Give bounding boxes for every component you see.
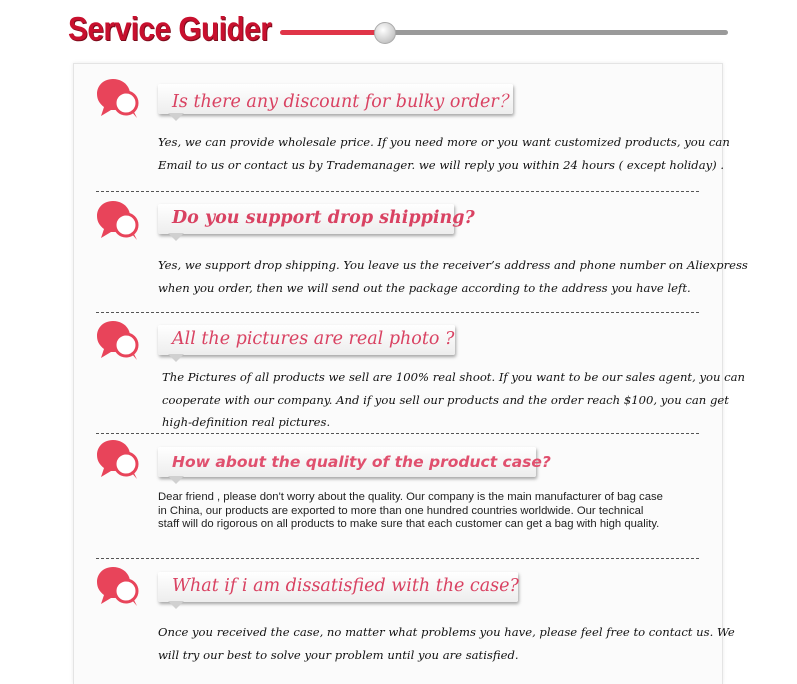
question-box xyxy=(158,325,455,355)
question-text: All the pictures are real photo ? xyxy=(172,329,455,349)
page-title: Service Guider xyxy=(68,10,272,47)
question-box xyxy=(158,84,517,114)
answer-line: Once you received the case, no matter what problems you have, please feel free to contact us. We xyxy=(158,625,735,639)
answer-line: The Pictures of all products we sell are 100% real shoot. If you want to be our sales agent, you can xyxy=(162,370,745,384)
question-box xyxy=(158,447,551,477)
question-box xyxy=(158,204,475,234)
answer-text xyxy=(162,366,745,434)
question-box-tail xyxy=(168,601,184,609)
answer-line: Yes, we can provide wholesale price. If you need more or you want customized products, you can xyxy=(158,135,730,149)
chat-bubble-icon xyxy=(96,438,142,482)
answer-text xyxy=(158,254,748,299)
header-line-red xyxy=(280,30,380,35)
answer-text xyxy=(158,621,735,666)
question-box-tail xyxy=(168,113,184,121)
chat-bubble-icon xyxy=(96,319,142,363)
answer-line: when you order, then we will send out the package according to the address you have left. xyxy=(158,280,691,295)
question-box-tail xyxy=(168,354,184,362)
answer-line: staff will do rigorous on all products to make sure that each customer can get a bag with high quality. xyxy=(158,518,660,530)
header-line-grey xyxy=(385,30,728,35)
question-box-tail xyxy=(168,233,184,241)
answer-line: in China, our products are exported to more than one hundred countries worldwide. Our technical xyxy=(158,504,644,517)
chat-bubble-icon xyxy=(96,565,142,609)
answer-line: Dear friend , please don't worry about the quality. Our company is the main manufacturer of bag case xyxy=(158,491,663,503)
question-text: How about the quality of the product case? xyxy=(172,453,551,471)
answer-line: Yes, we support drop shipping. You leave us the receiver’s address and phone number on Aliexpress xyxy=(158,258,748,272)
answer-line: will try our best to solve your problem until you are satisfied. xyxy=(158,647,519,662)
faq-panel xyxy=(73,63,748,684)
answer-text xyxy=(158,131,730,176)
question-box xyxy=(158,572,518,602)
slider-knob-icon xyxy=(374,22,396,44)
answer-line: high-definition real pictures. xyxy=(162,415,331,429)
question-text: Is there any discount for bulky order？ xyxy=(172,92,517,112)
answer-line: Email to us or contact us by Trademanager. we will reply you within 24 hours ( except holiday) . xyxy=(158,157,725,172)
answer-text xyxy=(158,491,663,532)
question-text: What if i am dissatisfied with the case? xyxy=(172,576,519,596)
chat-bubble-icon xyxy=(96,77,142,121)
header xyxy=(0,0,797,60)
section-divider xyxy=(96,191,699,192)
section-divider xyxy=(96,433,699,434)
chat-bubble-icon xyxy=(96,199,142,243)
answer-line: cooperate with our company. And if you sell our products and the order reach $100, you can get xyxy=(162,392,729,407)
question-box-tail xyxy=(168,476,184,484)
section-divider xyxy=(96,558,699,559)
section-divider xyxy=(96,312,699,313)
question-text: Do you support drop shipping? xyxy=(172,208,475,228)
